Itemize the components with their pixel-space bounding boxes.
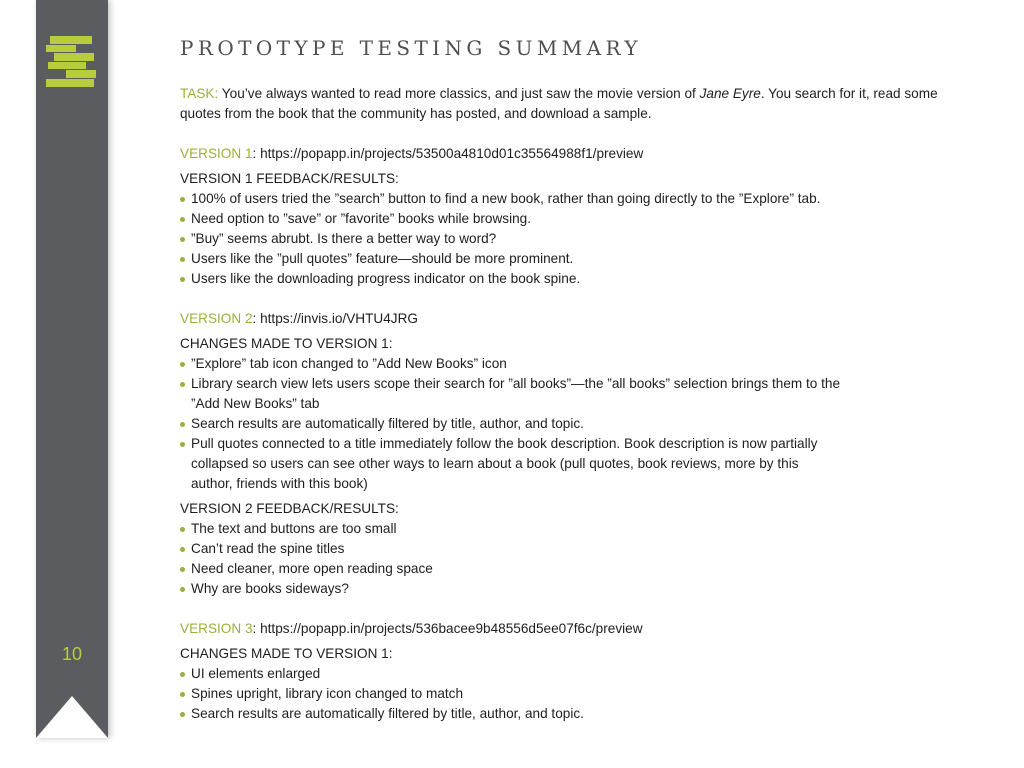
list-item <box>180 519 960 539</box>
ribbon-notch <box>36 696 108 738</box>
list-item-text: Need cleaner, more open reading space <box>191 561 433 576</box>
spacer <box>180 124 960 144</box>
list-item <box>180 684 960 704</box>
list-item-text: Can’t read the spine titles <box>191 541 345 556</box>
version3-link-line: VERSION 3: https://popapp.in/projects/536bacee9b48556d5ee07f6c/preview <box>180 621 643 636</box>
list-item-text: Library search view lets users scope their search for ”all books”—the ”all books” selection brings them to the ”Add New Books” tab <box>191 376 841 411</box>
spacer <box>180 599 960 619</box>
version1-label: VERSION 1 <box>180 146 253 161</box>
bookmark-ribbon <box>36 0 108 738</box>
list-item <box>180 664 960 684</box>
list-item-text: Need option to ”save” or ”favorite” books while browsing. <box>191 211 532 226</box>
list-item <box>180 269 960 289</box>
list-item <box>180 209 960 229</box>
list-item <box>180 189 960 209</box>
version2-link-line: VERSION 2: https://invis.io/VHTU4JRG <box>180 311 418 326</box>
version1-link-line: VERSION 1: https://popapp.in/projects/53500a4810d01c35564988f1/preview <box>180 146 644 161</box>
version1-feedback-list <box>180 189 960 289</box>
list-item <box>180 374 960 414</box>
list-item-text: 100% of users tried the ”search” button to find a new book, rather than going directly to the ”Explore” tab. <box>191 191 821 206</box>
task-label: TASK: <box>180 86 219 101</box>
task-text-before: You’ve always wanted to read more classics, and just saw the movie version of <box>218 86 700 101</box>
version2-changes-heading: CHANGES MADE TO VERSION 1: <box>180 336 393 351</box>
task-emphasis: Jane Eyre <box>699 86 761 101</box>
version2-url-link[interactable]: https://invis.io/VHTU4JRG <box>260 311 418 326</box>
list-item-text: Search results are automatically filtered by title, author, and topic. <box>191 416 584 431</box>
bullet-dot-icon <box>180 442 185 447</box>
version3-url-link[interactable]: https://popapp.in/projects/536bacee9b48556d5ee07f6c/preview <box>260 621 643 636</box>
list-item <box>180 539 960 559</box>
list-item <box>180 229 960 249</box>
bullet-dot-icon <box>180 277 185 282</box>
version3-changes-list <box>180 664 960 724</box>
bullet-dot-icon <box>180 382 185 387</box>
stacked-books-logo-icon <box>46 34 98 88</box>
bullet-dot-icon <box>180 217 185 222</box>
bullet-dot-icon <box>180 237 185 242</box>
task-text-after: . You search for it, read some quotes from the book that the community has posted, and download a sample. <box>180 86 938 121</box>
version1-feedback-heading: VERSION 1 FEEDBACK/RESULTS: <box>180 171 399 186</box>
bullet-dot-icon <box>180 712 185 717</box>
list-item <box>180 354 960 374</box>
bullet-dot-icon <box>180 362 185 367</box>
page-title: PROTOTYPE TESTING SUMMARY <box>180 36 642 60</box>
version3-changes-heading: CHANGES MADE TO VERSION 1: <box>180 646 393 661</box>
version3-label: VERSION 3 <box>180 621 253 636</box>
list-item-text: Spines upright, library icon changed to match <box>191 686 464 701</box>
bullet-dot-icon <box>180 547 185 552</box>
list-item <box>180 559 960 579</box>
list-item-text: ”Explore” tab icon changed to ”Add New Books” icon <box>191 356 507 371</box>
list-item-text: ”Buy” seems abrubt. Is there a better way to word? <box>191 231 497 246</box>
version2-changes-list <box>180 354 960 494</box>
list-item <box>180 579 960 599</box>
bullet-dot-icon <box>180 257 185 262</box>
version2-feedback-list <box>180 519 960 599</box>
version2-feedback-heading: VERSION 2 FEEDBACK/RESULTS: <box>180 501 399 516</box>
list-item <box>180 434 960 494</box>
bullet-dot-icon <box>180 527 185 532</box>
bullet-dot-icon <box>180 692 185 697</box>
list-item <box>180 249 960 269</box>
main-content <box>180 34 960 724</box>
list-item <box>180 704 960 724</box>
version1-url-link[interactable]: https://popapp.in/projects/53500a4810d01c35564988f1/preview <box>260 146 644 161</box>
bullet-dot-icon <box>180 567 185 572</box>
list-item-text: Users like the ”pull quotes” feature—should be more prominent. <box>191 251 574 266</box>
list-item-text: Pull quotes connected to a title immediately follow the book description. Book description is now partially collapsed so users can see other ways to learn about a book (pull quotes, book reviews, more by this author, friends with this book) <box>191 436 818 491</box>
list-item-text: Users like the downloading progress indicator on the book spine. <box>191 271 581 286</box>
list-item-text: Search results are automatically filtered by title, author, and topic. <box>191 706 584 721</box>
bullet-dot-icon <box>180 197 185 202</box>
spacer <box>180 289 960 309</box>
list-item-text: The text and buttons are too small <box>191 521 397 536</box>
list-item <box>180 414 960 434</box>
task-paragraph <box>180 84 960 124</box>
list-item-text: UI elements enlarged <box>191 666 321 681</box>
bullet-dot-icon <box>180 672 185 677</box>
version2-label: VERSION 2 <box>180 311 253 326</box>
bullet-dot-icon <box>180 587 185 592</box>
page-number: 10 <box>61 644 83 664</box>
bullet-dot-icon <box>180 422 185 427</box>
list-item-text: Why are books sideways? <box>191 581 349 596</box>
